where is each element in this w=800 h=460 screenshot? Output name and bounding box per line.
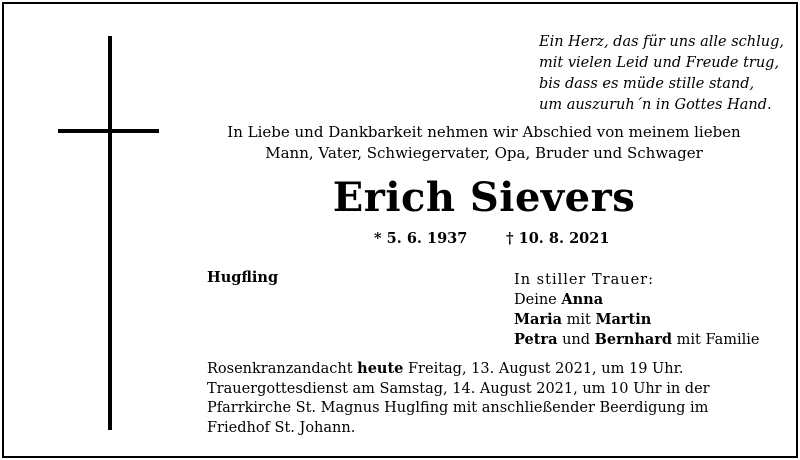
poem-line: bis dass es müde stille stand, [539, 76, 755, 92]
poem-line: um auszuruh´n in Gottes Hand. [539, 97, 772, 113]
mourner-line [514, 290, 759, 310]
details-line: Trauergottesdienst am Samstag, 14. August 2021, um 10 Uhr in der [207, 380, 710, 397]
intro-line: In Liebe und Dankbarkeit nehmen wir Abschied von meinem lieben [227, 123, 741, 141]
mourner-line [514, 330, 759, 350]
mourner-name: Bernhard [594, 331, 673, 348]
poem-line: mit vielen Leid und Freude trug, [539, 55, 780, 71]
details-text: Freitag, 13. August 2021, um 19 Uhr. [403, 361, 684, 377]
poem [539, 32, 789, 116]
mourner-text: und [557, 332, 595, 348]
place-name: Hugfling [207, 269, 279, 286]
obituary-notice [2, 2, 798, 458]
service-details [207, 359, 710, 438]
mourner-text: mit Familie [672, 332, 760, 348]
details-text: Rosenkranzandacht [207, 361, 358, 377]
mourner-name: Petra [514, 331, 558, 348]
details-line [207, 359, 710, 380]
mourner-line [514, 310, 759, 330]
details-emphasis: heute [357, 360, 404, 377]
mourners-list [514, 270, 759, 350]
deceased-name: Erich Sievers [332, 174, 636, 221]
intro-line: Mann, Vater, Schwiegervater, Opa, Bruder und Schwager [265, 144, 703, 162]
mourner-name: Anna [561, 291, 604, 308]
mourner-name: Maria [514, 311, 562, 328]
farewell-intro [199, 122, 769, 164]
death-date: † 10. 8. 2021 [506, 230, 610, 247]
details-line: Pfarrkirche St. Magnus Huglfing mit anschließender Beerdigung im [207, 400, 709, 416]
mourner-text: mit [562, 312, 596, 328]
details-line: Friedhof St. Johann. [207, 419, 356, 436]
mourners-heading: In stiller Trauer: [514, 272, 654, 288]
mourner-name: Martin [595, 311, 652, 328]
cross-icon-horizontal-bar [58, 129, 159, 133]
cross-icon-vertical-bar [108, 36, 112, 430]
poem-line: Ein Herz, das für uns alle schlug, [539, 34, 785, 50]
birth-date: * 5. 6. 1937 [374, 230, 468, 247]
mourner-text: Deine [514, 292, 562, 308]
